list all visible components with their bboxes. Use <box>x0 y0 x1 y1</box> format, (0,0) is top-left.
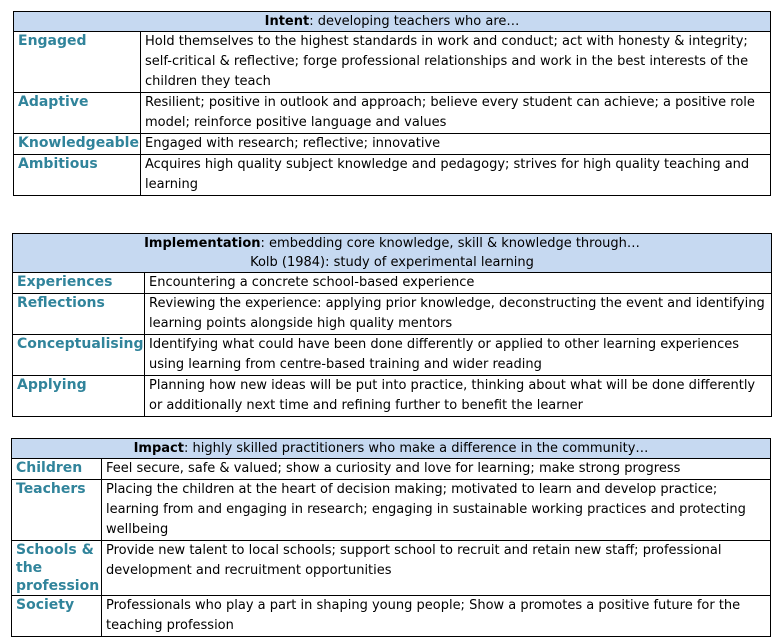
implementation-desc-reflections: Reviewing the experience: applying prior knowledge, deconstructing the event and identifying learning points alongside high quality mentors <box>145 294 772 335</box>
table-row <box>12 596 771 637</box>
intent-term-knowledgeable: Knowledgeable <box>14 134 141 155</box>
implementation-term-reflections: Reflections <box>13 294 145 335</box>
impact-heading <box>12 439 771 459</box>
table-row <box>12 541 771 596</box>
table-row <box>14 32 771 93</box>
intent-header-row <box>14 12 771 32</box>
table-row <box>14 134 771 155</box>
implementation-desc-experiences: Encountering a concrete school-based experience <box>145 273 772 294</box>
impact-desc-society: Professionals who play a part in shaping young people; Show a promotes a positive future for the teaching profession <box>102 596 771 637</box>
intent-term-ambitious: Ambitious <box>14 155 141 196</box>
implementation-desc-conceptualising: Identifying what could have been done differently or applied to other learning experiences using learning from centre-based training and wider reading <box>145 335 772 376</box>
implementation-table <box>12 233 772 417</box>
table-row <box>13 294 772 335</box>
impact-term-children: Children <box>12 459 102 480</box>
table-row <box>14 93 771 134</box>
intent-heading-bold: Intent <box>264 14 310 29</box>
impact-desc-schools: Provide new talent to local schools; support school to recruit and retain new staff; professional development and recruitment opportunities <box>102 541 771 596</box>
intent-heading <box>14 12 771 32</box>
table-row <box>13 335 772 376</box>
impact-header-row <box>12 439 771 459</box>
impact-desc-teachers: Placing the children at the heart of decision making; motivated to learn and develop practice; learning from and engaging in research; engaging in sustainable working practices and protecting wellbeing <box>102 480 771 541</box>
intent-heading-rest: : developing teachers who are… <box>309 14 520 29</box>
impact-term-teachers: Teachers <box>12 480 102 541</box>
intent-term-adaptive: Adaptive <box>14 93 141 134</box>
impact-term-schools: Schools & the profession <box>12 541 102 596</box>
implementation-header-row <box>13 234 772 273</box>
impact-table <box>11 438 771 637</box>
intent-desc-adaptive: Resilient; positive in outlook and approach; believe every student can achieve; a positive role model; reinforce positive language and values <box>141 93 771 134</box>
impact-term-society: Society <box>12 596 102 637</box>
implementation-term-applying: Applying <box>13 376 145 417</box>
table-row <box>12 480 771 541</box>
implementation-heading-line2: Kolb (1984): study of experimental learning <box>250 255 534 270</box>
table-row <box>14 155 771 196</box>
table-row <box>12 459 771 480</box>
implementation-term-conceptualising: Conceptualising <box>13 335 145 376</box>
intent-term-engaged: Engaged <box>14 32 141 93</box>
implementation-heading-rest: : embedding core knowledge, skill & knowledge through… <box>260 236 640 251</box>
implementation-desc-applying: Planning how new ideas will be put into practice, thinking about what will be done differently or additionally next time and refining further to benefit the learner <box>145 376 772 417</box>
intent-table <box>13 11 771 196</box>
impact-heading-rest: : highly skilled practitioners who make a difference in the community… <box>183 441 649 456</box>
intent-desc-knowledgeable: Engaged with research; reflective; innovative <box>141 134 771 155</box>
table-row <box>13 376 772 417</box>
impact-desc-children: Feel secure, safe & valued; show a curiosity and love for learning; make strong progress <box>102 459 771 480</box>
impact-heading-bold: Impact <box>133 441 184 456</box>
intent-desc-engaged: Hold themselves to the highest standards in work and conduct; act with honesty & integrity; self-critical & reflective; forge professional relationships and work in the best interests of the children they teach <box>141 32 771 93</box>
implementation-heading <box>13 234 772 273</box>
implementation-term-experiences: Experiences <box>13 273 145 294</box>
implementation-heading-bold: Implementation <box>144 236 261 251</box>
intent-desc-ambitious: Acquires high quality subject knowledge and pedagogy; strives for high quality teaching and learning <box>141 155 771 196</box>
table-row <box>13 273 772 294</box>
